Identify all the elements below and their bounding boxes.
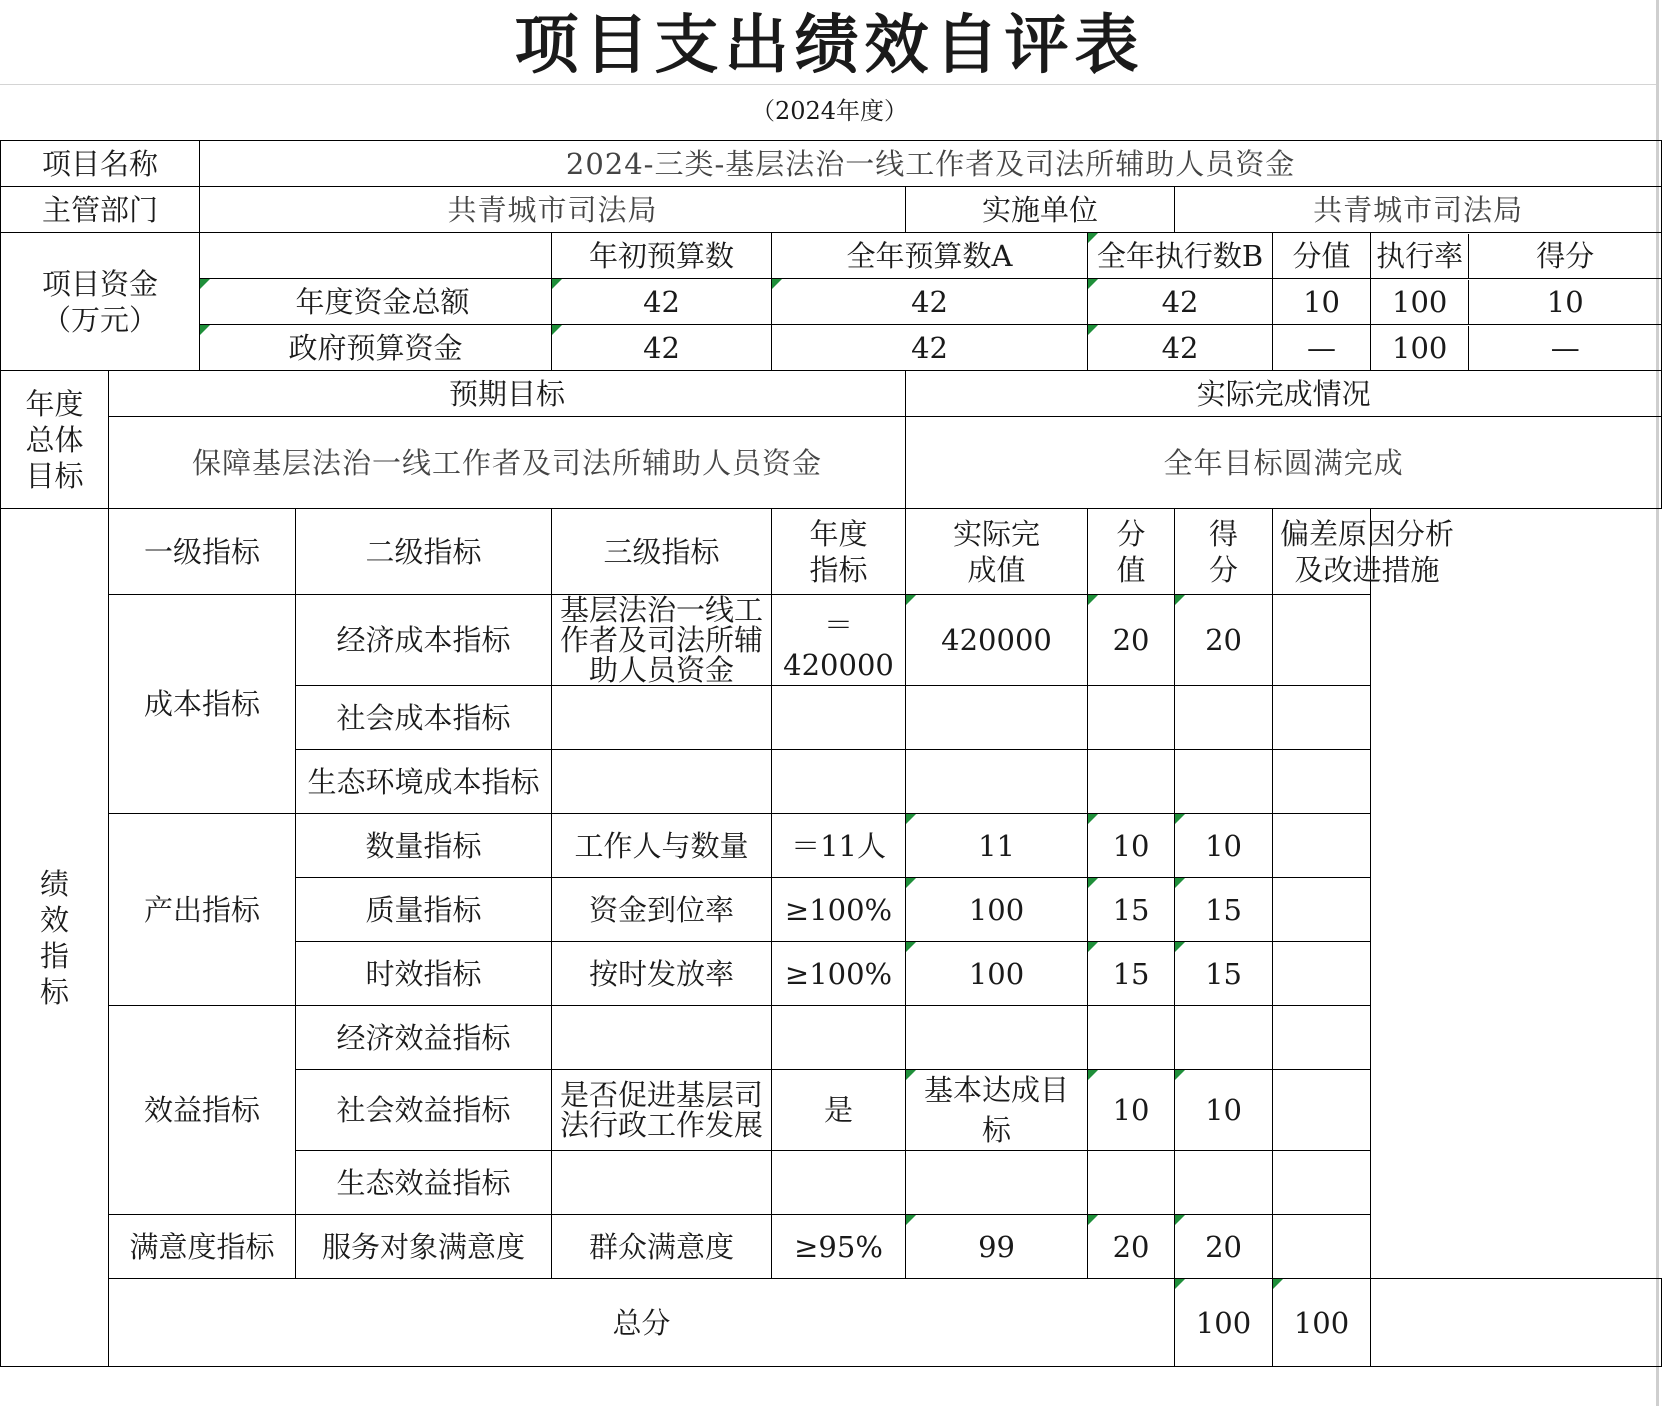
ind-row-6-score[interactable] (1175, 1006, 1273, 1070)
goal-label (1, 371, 109, 509)
ind-row-3-level2: 数量指标 (296, 814, 552, 878)
ind-row-4-level3[interactable]: 资金到位率 (552, 878, 772, 942)
funds-header-initial: 年初预算数 (552, 233, 772, 279)
project-name-label: 项目名称 (1, 141, 200, 187)
ind-row-6-target[interactable] (772, 1006, 906, 1070)
ind-header-note-text: 偏差原因分析及改进措施 (1280, 516, 1455, 587)
funds-header-score-value: 分值 (1273, 233, 1371, 279)
self-evaluation-table (0, 140, 1662, 1367)
ind-row-3-level3[interactable]: 工作人与数量 (552, 814, 772, 878)
ind-row-4-actual[interactable]: 100 (906, 878, 1088, 942)
ind-row-4-level2: 质量指标 (296, 878, 552, 942)
indicators-label (1, 509, 109, 1367)
ind-row-8-level3[interactable] (552, 1151, 772, 1215)
ind-row-0-score-value[interactable]: 20 (1088, 595, 1175, 686)
ind-row-9-target[interactable]: ≥95% (772, 1215, 906, 1279)
funds-row-total-score[interactable]: 10 (1546, 284, 1584, 319)
ind-row-6-level3[interactable] (552, 1006, 772, 1070)
page-title: 项目支出绩效自评表 (514, 8, 1145, 83)
ind-row-5-note[interactable] (1273, 942, 1371, 1006)
ind-row-9-level3[interactable]: 群众满意度 (552, 1215, 772, 1279)
ind-row-0-target[interactable]: ＝420000 (772, 595, 906, 686)
funds-header-executed: 全年执行数B (1088, 233, 1273, 279)
goal-expected-label: 预期目标 (109, 371, 906, 417)
funds-row-gov-score-value[interactable]: — (1273, 325, 1371, 371)
year-subtitle: （2024年度） (750, 97, 909, 125)
ind-row-9-score-value[interactable]: 20 (1088, 1215, 1175, 1279)
ind-row-8-target[interactable] (772, 1151, 906, 1215)
ind-header-actual (906, 509, 1088, 595)
ind-row-2-actual[interactable] (906, 750, 1088, 814)
ind-row-0-score[interactable]: 20 (1175, 595, 1273, 686)
ind-row-7-level2: 社会效益指标 (296, 1070, 552, 1151)
ind-row-0-actual[interactable]: 420000 (906, 595, 1088, 686)
funds-header-rate: 执行率 (1371, 234, 1469, 278)
ind-header-score (1175, 509, 1273, 595)
funds-row-total-initial[interactable]: 42 (552, 279, 772, 325)
ind-header-score-value-text: 分值 (1116, 516, 1146, 587)
ind-row-2-target[interactable] (772, 750, 906, 814)
ind-row-7-actual[interactable]: 基本达成目标 (906, 1070, 1088, 1151)
ind-row-0-note[interactable] (1273, 595, 1371, 686)
ind-row-2-score-value[interactable] (1088, 750, 1175, 814)
funds-row-total-rate-score (1371, 279, 1662, 325)
ind-header-target (772, 509, 906, 595)
funds-row-gov-annual[interactable]: 42 (772, 325, 1088, 371)
ind-group-satisfaction: 满意度指标 (109, 1215, 296, 1279)
ind-row-9-actual[interactable]: 99 (906, 1215, 1088, 1279)
ind-row-5-level3[interactable]: 按时发放率 (552, 942, 772, 1006)
ind-header-actual-text: 实际完成值 (953, 516, 1041, 587)
ind-row-1-target[interactable] (772, 686, 906, 750)
ind-row-9-score[interactable]: 20 (1175, 1215, 1273, 1279)
funds-row-total-name: 年度资金总额 (200, 279, 552, 325)
ind-row-7-target[interactable]: 是 (772, 1070, 906, 1151)
ind-row-3-score[interactable]: 10 (1175, 814, 1273, 878)
ind-row-2-level2: 生态环境成本指标 (296, 750, 552, 814)
funds-header-blank (200, 233, 552, 279)
ind-row-5-score[interactable]: 15 (1175, 942, 1273, 1006)
ind-row-2-score[interactable] (1175, 750, 1273, 814)
funds-row-gov-score[interactable]: — (1550, 330, 1580, 365)
ind-header-level2: 二级指标 (296, 509, 552, 595)
indicators-label-text: 绩效指标 (39, 866, 69, 1009)
ind-header-target-text: 年度指标 (809, 516, 868, 587)
ind-row-7-score-value[interactable]: 10 (1088, 1070, 1175, 1151)
ind-row-9-note[interactable] (1273, 1215, 1371, 1279)
ind-header-note (1273, 509, 1455, 595)
ind-row-6-score-value[interactable] (1088, 1006, 1175, 1070)
ind-header-level1: 一级指标 (109, 509, 296, 595)
ind-row-3-note[interactable] (1273, 814, 1371, 878)
ind-row-2-level3[interactable] (552, 750, 772, 814)
ind-row-5-target[interactable]: ≥100% (772, 942, 906, 1006)
total-label: 总分 (109, 1279, 1175, 1367)
ind-row-4-target[interactable]: ≥100% (772, 878, 906, 942)
funds-row-total-score-value[interactable]: 10 (1273, 279, 1371, 325)
ind-row-1-note[interactable] (1273, 686, 1371, 750)
ind-row-1-level3[interactable] (552, 686, 772, 750)
funds-header-annual: 全年预算数A (772, 233, 1088, 279)
ind-row-8-actual[interactable] (906, 1151, 1088, 1215)
ind-row-6-level2: 经济效益指标 (296, 1006, 552, 1070)
dept-value[interactable]: 共青城市司法局 (200, 187, 906, 233)
ind-row-4-score-value[interactable]: 15 (1088, 878, 1175, 942)
project-name-value[interactable]: 2024-三类-基层法治一线工作者及司法所辅助人员资金 (200, 141, 1662, 187)
funds-row-gov-name: 政府预算资金 (200, 325, 552, 371)
ind-row-4-note[interactable] (1273, 878, 1371, 942)
ind-row-4-score[interactable]: 15 (1175, 878, 1273, 942)
ind-row-5-score-value[interactable]: 15 (1088, 942, 1175, 1006)
ind-row-1-actual[interactable] (906, 686, 1088, 750)
funds-row-total-annual[interactable]: 42 (772, 279, 1088, 325)
ind-row-7-note[interactable] (1273, 1070, 1371, 1151)
ind-row-8-score[interactable] (1175, 1151, 1273, 1215)
ind-row-9-level2: 服务对象满意度 (296, 1215, 552, 1279)
ind-row-3-target[interactable]: ＝11人 (772, 814, 906, 878)
dept-label: 主管部门 (1, 187, 200, 233)
ind-header-level3: 三级指标 (552, 509, 772, 595)
ind-row-1-score-value[interactable] (1088, 686, 1175, 750)
ind-row-7-score[interactable]: 10 (1175, 1070, 1273, 1151)
funds-header-rate-score (1371, 233, 1662, 279)
funds-row-gov-rate-score (1371, 325, 1662, 371)
ind-group-benefit: 效益指标 (109, 1006, 296, 1215)
ind-row-8-score-value[interactable] (1088, 1151, 1175, 1215)
total-score-value[interactable]: 100 (1175, 1279, 1273, 1367)
ind-header-score-value (1088, 509, 1175, 595)
goal-expected-value[interactable]: 保障基层法治一线工作者及司法所辅助人员资金 (109, 417, 906, 509)
funds-row-gov-initial[interactable]: 42 (552, 325, 772, 371)
funds-row-gov-rate[interactable]: 100 (1371, 326, 1469, 370)
unit-label: 实施单位 (906, 187, 1175, 233)
funds-label (1, 233, 200, 371)
total-note[interactable] (1371, 1279, 1662, 1367)
ind-row-5-actual[interactable]: 100 (906, 942, 1088, 1006)
ind-row-7-level3[interactable]: 是否促进基层司法行政工作发展 (552, 1070, 772, 1151)
ind-row-0-level3[interactable]: 基层法治一线工作者及司法所辅助人员资金 (552, 595, 772, 686)
ind-row-5-level2: 时效指标 (296, 942, 552, 1006)
ind-header-score-text: 得分 (1209, 516, 1239, 587)
ind-row-1-level2: 社会成本指标 (296, 686, 552, 750)
title-divider (0, 84, 1659, 85)
funds-row-gov-executed[interactable]: 42 (1088, 325, 1273, 371)
funds-row-total-executed[interactable]: 42 (1088, 279, 1273, 325)
ind-group-output: 产出指标 (109, 814, 296, 1006)
funds-row-total-rate[interactable]: 100 (1371, 280, 1469, 324)
ind-row-6-note[interactable] (1273, 1006, 1371, 1070)
ind-row-0-level2: 经济成本指标 (296, 595, 552, 686)
unit-value[interactable]: 共青城市司法局 (1175, 187, 1662, 233)
funds-label-text: 项目资金 （万元） (42, 266, 159, 337)
goal-actual-value[interactable]: 全年目标圆满完成 (906, 417, 1662, 509)
ind-row-1-score[interactable] (1175, 686, 1273, 750)
ind-row-8-level2: 生态效益指标 (296, 1151, 552, 1215)
ind-row-2-note[interactable] (1273, 750, 1371, 814)
total-score[interactable]: 100 (1273, 1279, 1371, 1367)
ind-row-3-actual[interactable]: 11 (906, 814, 1088, 878)
ind-row-6-actual[interactable] (906, 1006, 1088, 1070)
ind-group-cost: 成本指标 (109, 595, 296, 814)
goal-actual-label: 实际完成情况 (906, 371, 1662, 417)
goal-label-text: 年度总体目标 (25, 386, 84, 493)
ind-row-8-note[interactable] (1273, 1151, 1371, 1215)
ind-row-3-score-value[interactable]: 10 (1088, 814, 1175, 878)
funds-header-score: 得分 (1536, 238, 1595, 273)
